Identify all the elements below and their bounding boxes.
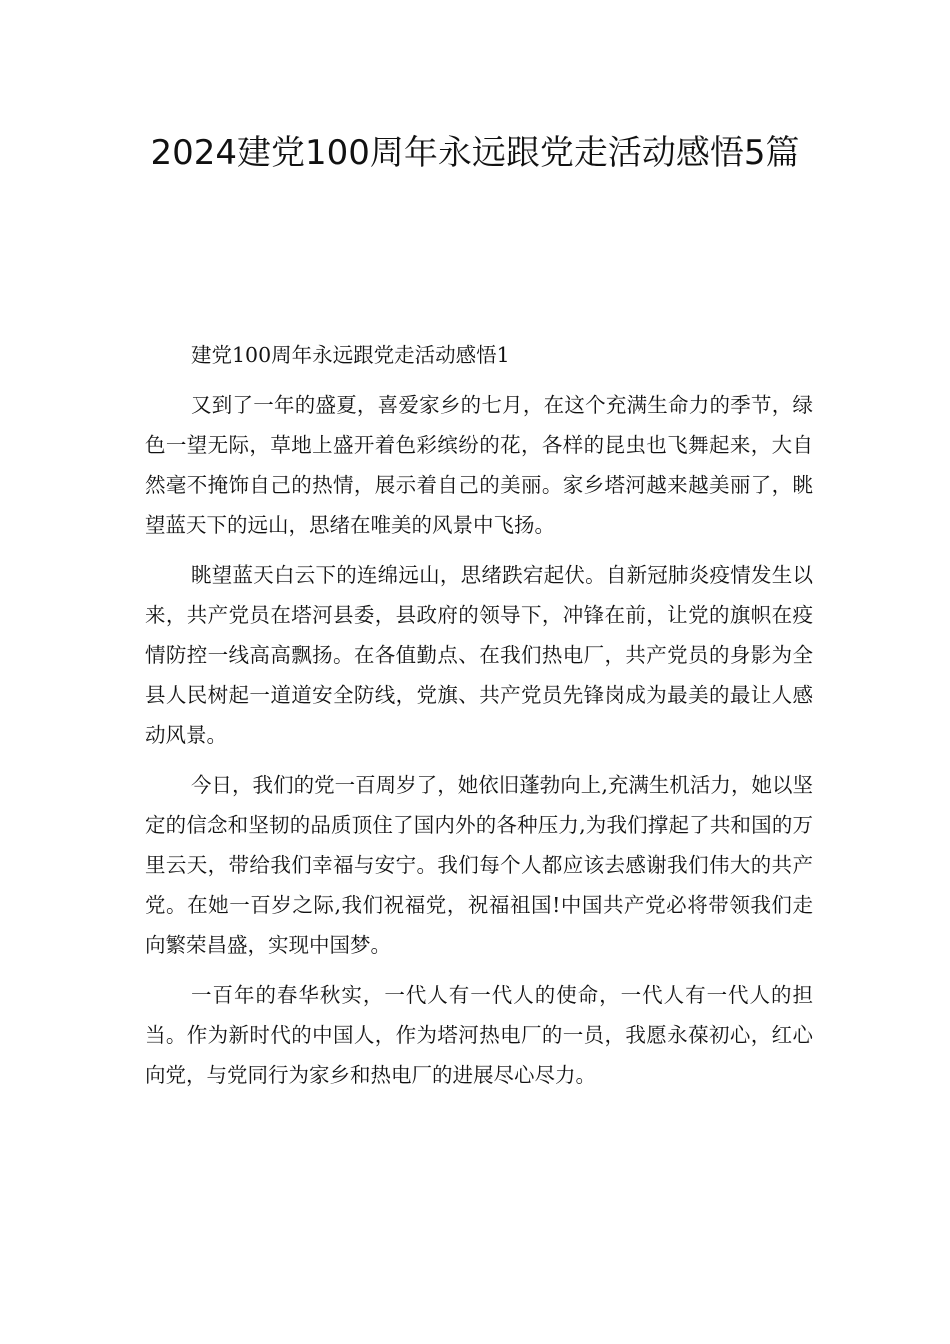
paragraph-4: 一百年的春华秋实，一代人有一代人的使命，一代人有一代人的担当。作为新时代的中国人，作为塔河热电厂的一员，我愿永葆初心，红心向党，与党同行为家乡和热电厂的进展尽心尽力。 [145,983,813,1087]
document-title: 2024建党100周年永远跟党走活动感悟5篇 [150,133,800,173]
paragraph-3: 今日，我们的党一百周岁了，她依旧蓬勃向上,充满生机活力，她以坚定的信念和坚韧的品质顶住了国内外的各种压力,为我们撑起了共和国的万里云天，带给我们幸福与安宁。我们每个人都应该去感谢我们伟大的共产党。在她一百岁之际,我们祝福党，祝福祖国!中国共产党必将带领我们走向繁荣昌盛，实现中国梦。 [145,773,813,957]
paragraph-1: 又到了一年的盛夏，喜爱家乡的七月，在这个充满生命力的季节，绿色一望无际，草地上盛开着色彩缤纷的花，各样的昆虫也飞舞起来，大自然毫不掩饰自己的热情，展示着自己的美丽。家乡塔河越来越美丽了，眺望蓝天下的远山，思绪在唯美的风景中飞扬。 [145,393,813,537]
document-body [145,335,813,1105]
paragraph-2: 眺望蓝天白云下的连绵远山，思绪跌宕起伏。自新冠肺炎疫情发生以来，共产党员在塔河县委，县政府的领导下，冲锋在前，让党的旗帜在疫情防控一线高高飘扬。在各值勤点、在我们热电厂，共产党员的身影为全县人民树起一道道安全防线，党旗、共产党员先锋岗成为最美的最让人感动风景。 [145,563,813,747]
section-heading: 建党100周年永远跟党走活动感悟1 [191,343,510,367]
